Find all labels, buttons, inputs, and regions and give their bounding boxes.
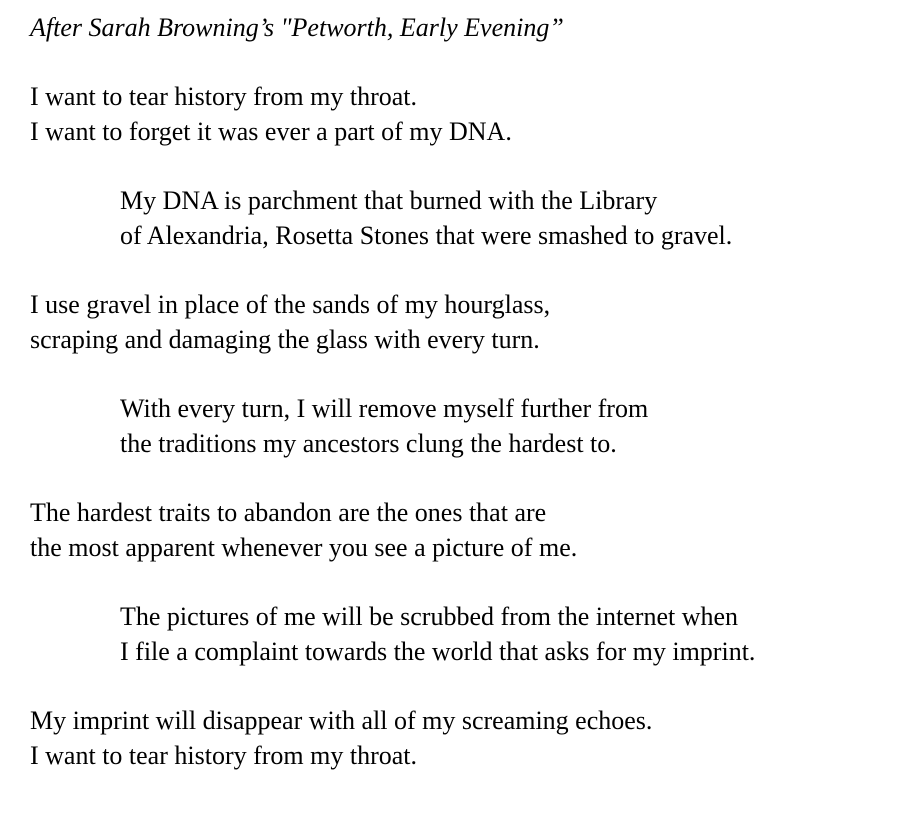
stanza-1 <box>30 79 890 149</box>
stanza-line: The pictures of me will be scrubbed from the internet when <box>120 602 739 631</box>
stanza-line: I use gravel in place of the sands of my hourglass, <box>30 290 551 319</box>
stanza-line: of Alexandria, Rosetta Stones that were smashed to gravel. <box>120 221 733 250</box>
stanza-5 <box>30 495 890 565</box>
stanza-line: I file a complaint towards the world that asks for my imprint. <box>120 637 756 666</box>
stanza-6 <box>30 599 890 669</box>
stanza-2 <box>30 183 890 253</box>
stanza-7 <box>30 703 890 773</box>
stanza-3 <box>30 287 890 357</box>
stanza-line: scraping and damaging the glass with every turn. <box>30 325 540 354</box>
poem <box>30 10 890 807</box>
stanza-line: My imprint will disappear with all of my screaming echoes. <box>30 706 653 735</box>
stanza-4 <box>30 391 890 461</box>
stanza-line: the traditions my ancestors clung the hardest to. <box>120 429 617 458</box>
stanza-line: I want to forget it was ever a part of my DNA. <box>30 117 512 146</box>
stanza-line: With every turn, I will remove myself further from <box>120 394 649 423</box>
stanza-line: the most apparent whenever you see a picture of me. <box>30 533 578 562</box>
stanza-line: I want to tear history from my throat. <box>30 741 418 770</box>
stanza-line: The hardest traits to abandon are the ones that are <box>30 498 547 527</box>
stanza-line: My DNA is parchment that burned with the Library <box>120 186 658 215</box>
epigraph: After Sarah Browning’s "Petworth, Early Evening” <box>30 13 564 42</box>
stanza-line: I want to tear history from my throat. <box>30 82 418 111</box>
